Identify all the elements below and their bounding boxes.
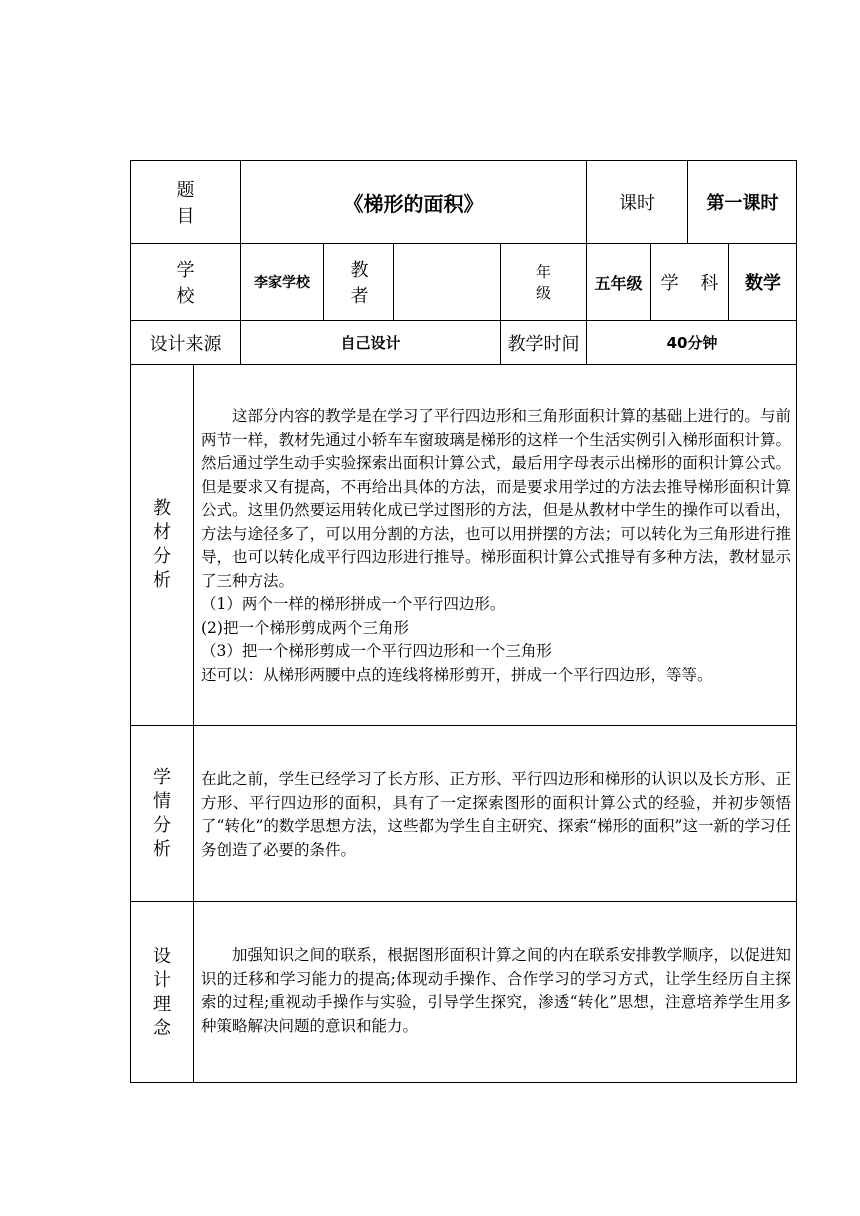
grade-value: 五年级 (586, 243, 650, 320)
title-label: 题 目 (130, 160, 240, 243)
time-label: 教学时间 (500, 320, 586, 364)
time-value: 40分钟 (586, 320, 797, 364)
title-value: 《梯形的面积》 (240, 160, 586, 243)
design-concept-label: 设 计 理 念 (130, 901, 193, 1083)
subject-label: 学 科 (650, 243, 728, 320)
subject-value: 数学 (728, 243, 797, 320)
source-label: 设计来源 (130, 320, 240, 364)
source-value: 自己设计 (240, 320, 500, 364)
school-label: 学 校 (130, 243, 240, 320)
textbook-analysis-label: 教 材 分 析 (130, 364, 193, 725)
school-value: 李家学校 (240, 243, 323, 320)
lesson-plan-table (130, 160, 797, 1083)
student-analysis-text: 在此之前，学生已经学习了长方形、正方形、平行四边形和梯形的认识以及长方形、正方形、平行四边形的面积，具有了一定探索图形的面积计算公式的经验，并初步领悟了“转化”的数学思想方法，这些都为学生自主研究、探索“梯形的面积”这一新的学习任务创造了必要的条件。 (201, 770, 791, 859)
teacher-label: 教 者 (323, 243, 393, 320)
teacher-value (393, 243, 500, 320)
grade-label: 年 级 (500, 243, 586, 320)
lesson-label: 课时 (586, 160, 687, 243)
lesson-value: 第一课时 (687, 160, 797, 243)
student-analysis-label: 学 情 分 析 (130, 725, 193, 901)
textbook-analysis-text: 这部分内容的教学是在学习了平行四边形和三角形面积计算的基础上进行的。与前两节一样，教材先通过小轿车车窗玻璃是梯形的这样一个生活实例引入梯形面积计算。然后通过学生动手实验探索出面积计算公式，最后用字母表示出梯形的面积计算公式。但是要求又有提高，不再给出具体的方法，而是要求用学过的方法去推导梯形面积计算公式。这里仍然要运用转化成已学过图形的方法，但是从教材中学生的操作可以看出，方法与途径多了，可以用分割的方法，也可以用拼摆的方法；可以转化为三角形进行推导，也可以转化成平行四边形进行推导。梯形面积计算公式推导有多种方法，教材显示了三种方法。 （1）两个一样的梯形拼成一个平行四边形。 (2)把一个梯形剪成两个三角形 （3）把一个梯形剪成一个平行四边形和一个三角形 还可以：从梯形两腰中点的连线将梯形剪开，拼成一个平行四边形，等等。 (201, 407, 791, 684)
design-concept-text: 加强知识之间的联系，根据图形面积计算之间的内在联系安排教学顺序，以促进知识的迁移和学习能力的提高;体现动手操作、合作学习的学习方式，让学生经历自主探索的过程;重视动手操作与实验，引导学生探究，渗透“转化”思想，注意培养学生用多种策略解决问题的意识和能力。 (201, 946, 791, 1035)
